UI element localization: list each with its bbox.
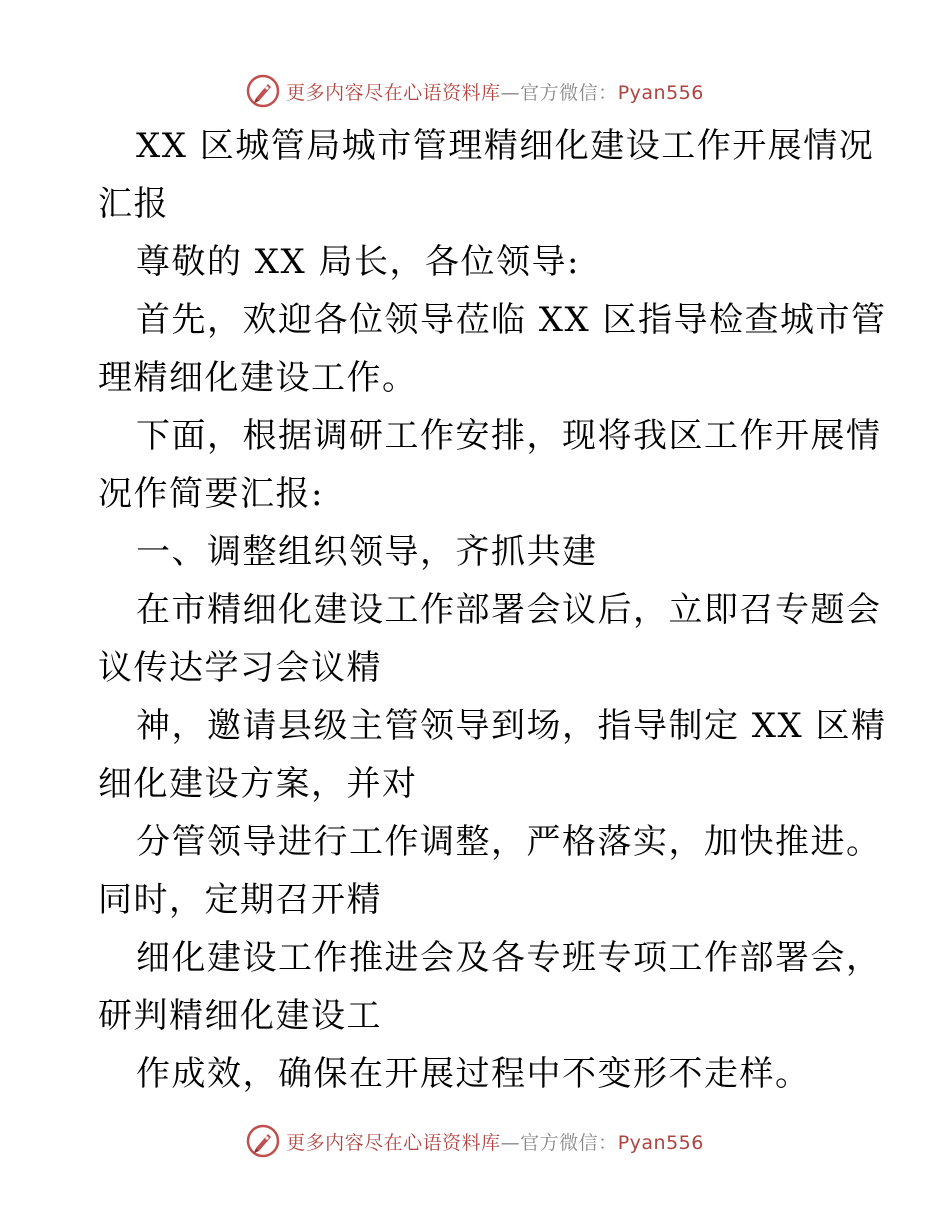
paragraph-line: 神，邀请县级主管领导到场，指导制定 XX 区精	[136, 706, 887, 746]
watermark-header	[0, 71, 950, 111]
watermark-text: 更多内容尽在心语资料库—官方微信：Pyan556	[286, 1131, 704, 1154]
document-title-line-1: XX 区城管局城市管理精细化建设工作开展情况	[136, 126, 875, 166]
paragraph-line: 作成效，确保在开展过程中不变形不走样。	[136, 1054, 811, 1094]
watermark-footer	[0, 1121, 950, 1161]
paragraph-line: 理精细化建设工作。	[98, 358, 418, 398]
fountain-pen-logo-icon	[246, 74, 280, 108]
paragraph-line: 分管领导进行工作调整，严格落实，加快推进。	[136, 822, 882, 862]
section-heading: 一、调整组织领导，齐抓共建	[136, 532, 598, 572]
fountain-pen-logo-icon	[246, 1124, 280, 1158]
salutation: 尊敬的 XX 局长，各位领导:	[136, 242, 580, 282]
paragraph-line: 细化建设方案，并对	[98, 764, 418, 804]
paragraph-line: 下面，根据调研工作安排，现将我区工作开展情	[136, 416, 882, 456]
paragraph-line: 研判精细化建设工	[98, 996, 382, 1036]
paragraph-line: 在市精细化建设工作部署会议后，立即召专题会	[136, 590, 882, 630]
paragraph-line: 同时，定期召开精	[98, 880, 382, 920]
watermark-text: 更多内容尽在心语资料库—官方微信：Pyan556	[286, 81, 704, 104]
document-title-line-2: 汇报	[98, 184, 169, 224]
paragraph-line: 首先，欢迎各位领导莅临 XX 区指导检查城市管	[136, 300, 887, 340]
paragraph-line: 议传达学习会议精	[98, 648, 382, 688]
paragraph-line: 况作简要汇报:	[98, 474, 324, 514]
document-body	[98, 117, 887, 1103]
paragraph-line: 细化建设工作推进会及各专班专项工作部署会，	[136, 938, 882, 978]
